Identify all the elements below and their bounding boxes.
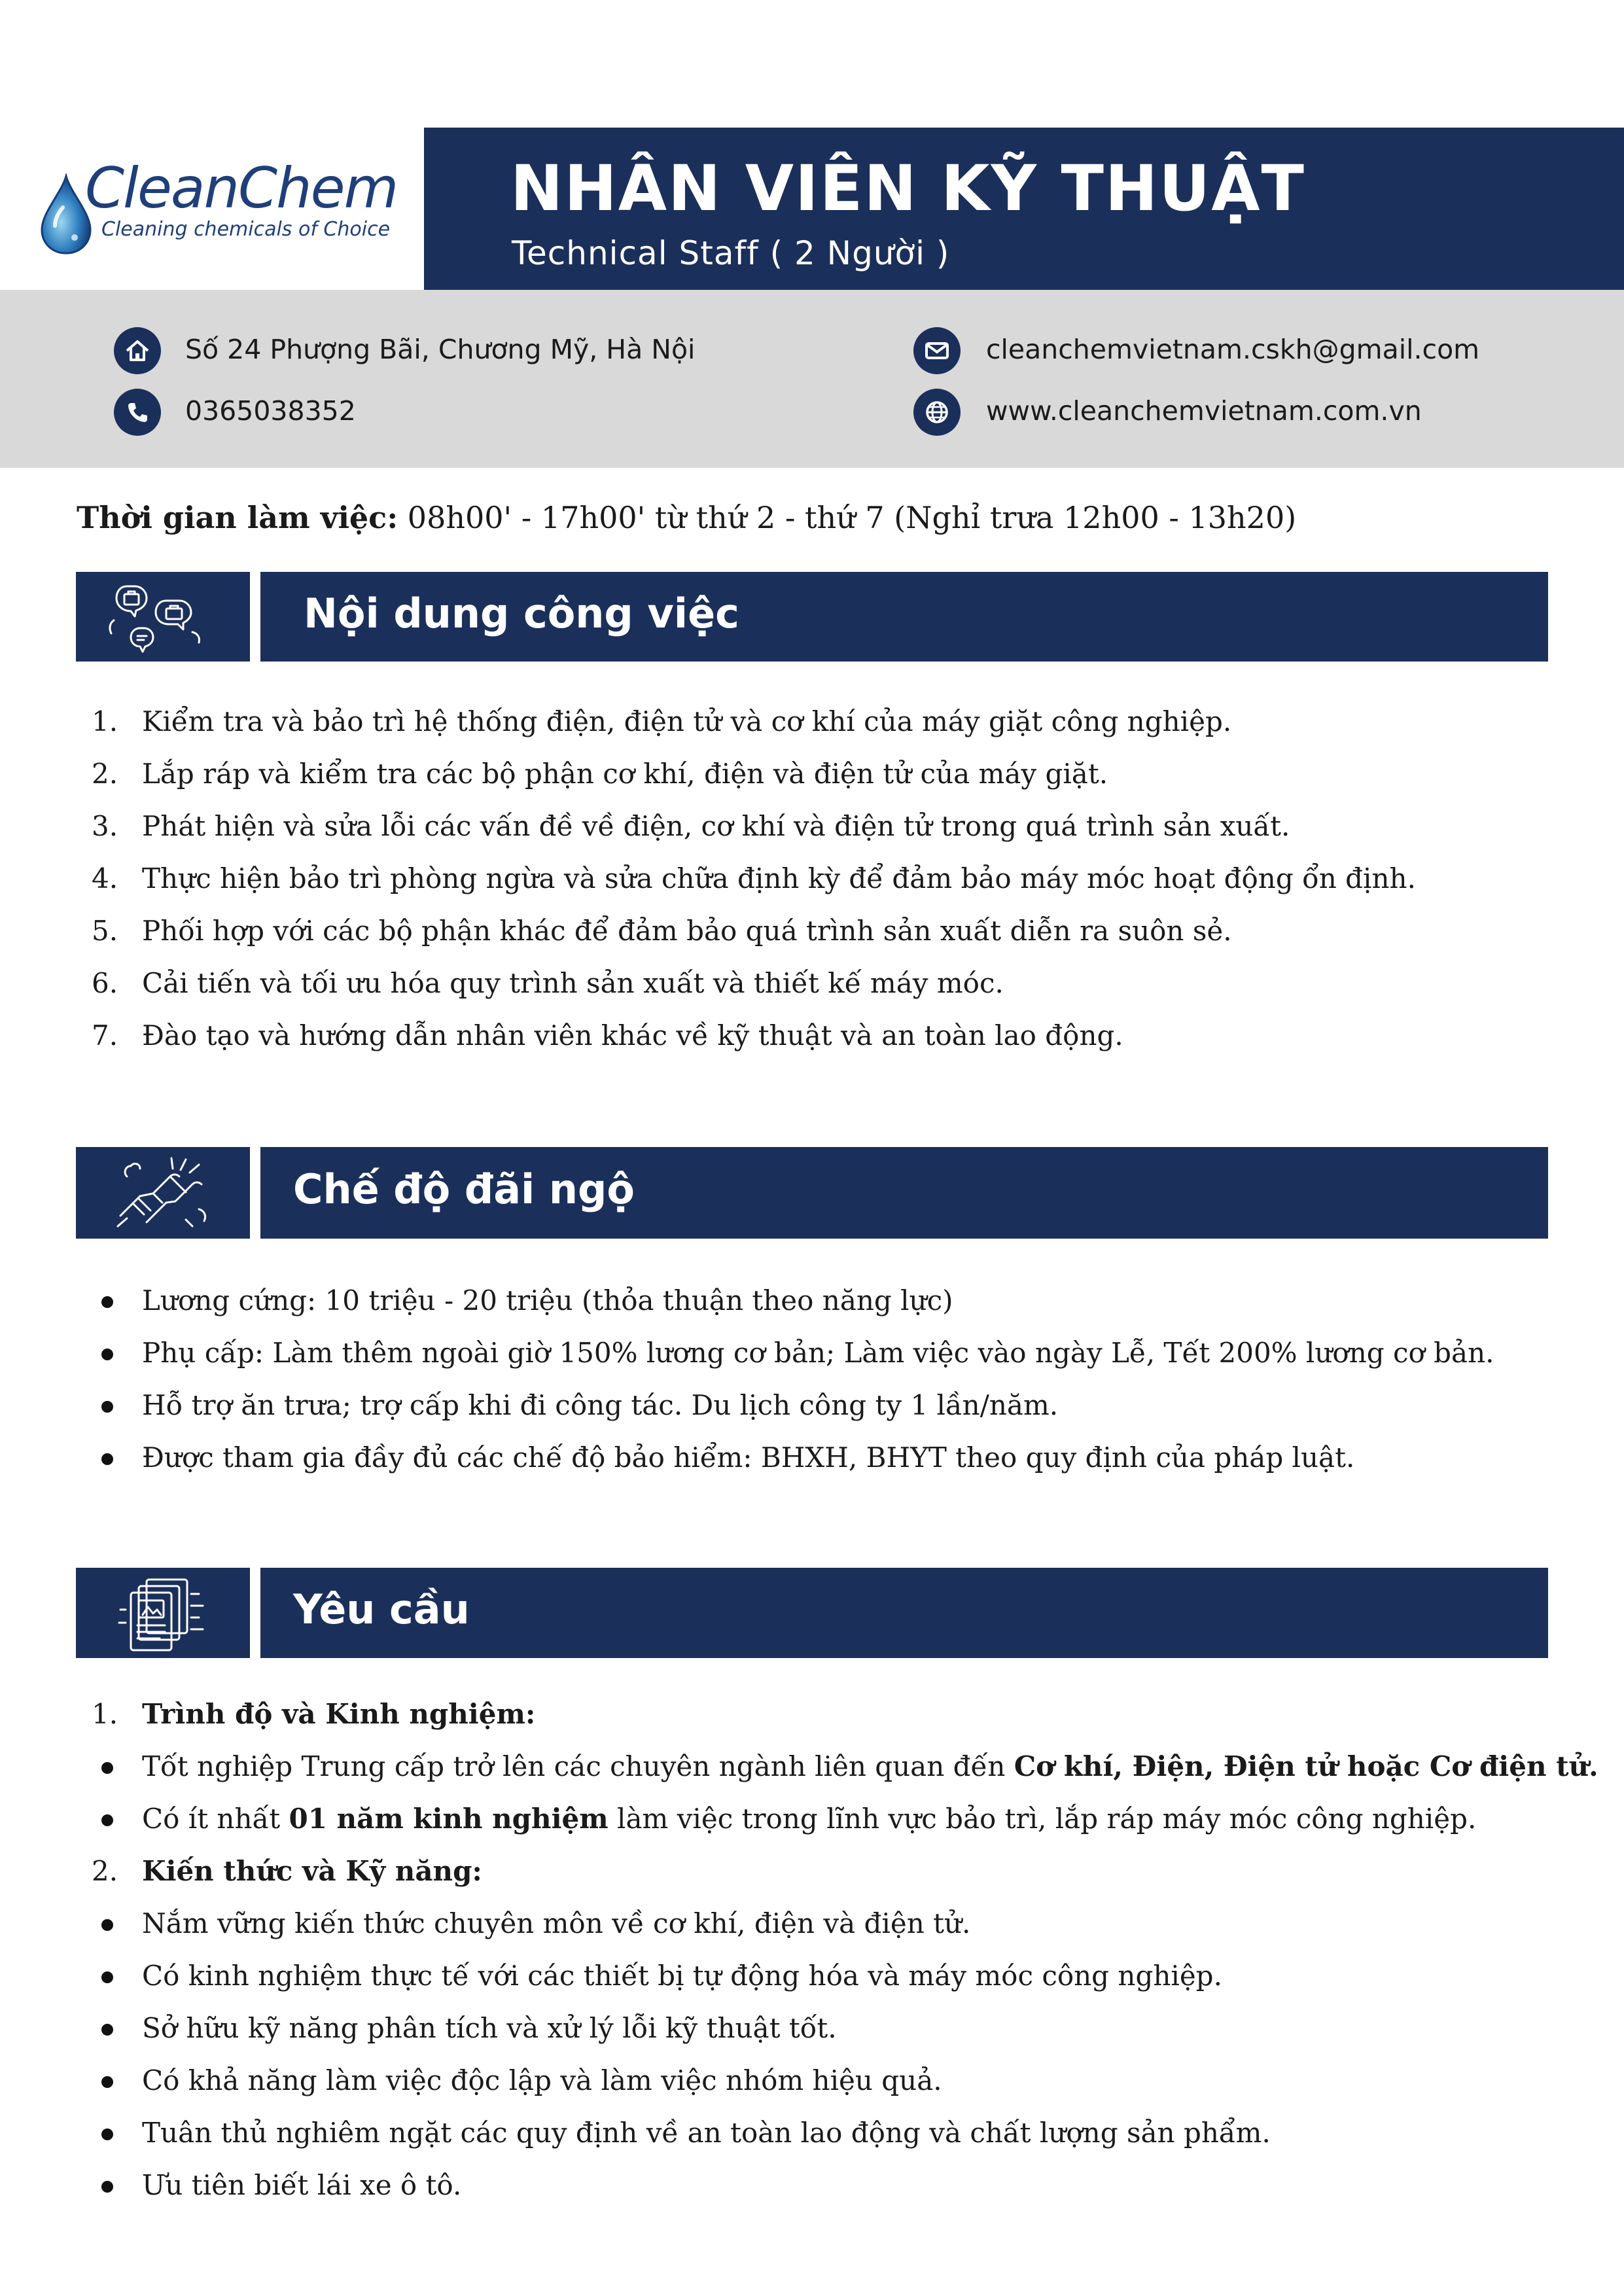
list-item: [92, 2159, 1564, 2212]
handshake-icon: [107, 1150, 219, 1235]
work-time-value: 08h00' - 17h00' từ thứ 2 - thứ 7 (Nghỉ trưa 12h00 - 13h20): [398, 500, 1297, 535]
list-item: [92, 1275, 1564, 1327]
list-number: 7.: [92, 1019, 118, 1051]
company-name: CleanChem: [85, 156, 398, 221]
list-item: [92, 696, 1564, 748]
list-item: [92, 1688, 1564, 1740]
list-item: [92, 1327, 1564, 1379]
bullet: [101, 1919, 113, 1931]
bullet: [101, 1349, 113, 1360]
work-time: [77, 500, 1296, 535]
list-item: [92, 1950, 1564, 2002]
benefits-icon-box: [76, 1147, 250, 1239]
list-text: làm việc trong lĩnh vực bảo trì, lắp ráp máy móc công nghiệp.: [608, 1803, 1477, 1835]
list-item: [92, 2055, 1564, 2107]
contact-bar: [0, 290, 1624, 468]
list-number: 5.: [92, 915, 118, 947]
list-text-bold: Cơ khí, Điện, Điện tử hoặc Cơ điện tử.: [1014, 1750, 1598, 1782]
bullet: [101, 1401, 113, 1413]
list-number: 1.: [92, 1698, 118, 1730]
bullet: [101, 1453, 113, 1465]
list-number: 2.: [92, 758, 118, 790]
list-item: [92, 1898, 1564, 1950]
bullet: [101, 1814, 113, 1826]
company-tagline: Cleaning chemicals of Choice: [101, 218, 391, 241]
list-text: Phụ cấp: Làm thêm ngoài giờ 150% lương cơ bản; Làm việc vào ngày Lễ, Tết 200% lương cơ bản.: [142, 1337, 1494, 1369]
bullet: [101, 2128, 113, 2140]
list-text: Phát hiện và sửa lỗi các vấn đề về điện, cơ khí và điện tử trong quá trình sản xuất.: [142, 810, 1290, 842]
group-heading: Trình độ và Kinh nghiệm:: [142, 1698, 536, 1730]
list-item: [92, 2002, 1564, 2055]
mail-icon: [913, 327, 961, 374]
list-item: [92, 748, 1564, 800]
list-text: Tuân thủ nghiêm ngặt các quy định về an toàn lao động và chất lượng sản phẩm.: [142, 2117, 1271, 2149]
list-item: [92, 1740, 1598, 1793]
list-number: 3.: [92, 810, 118, 842]
list-item: [92, 800, 1564, 853]
list-text: Phối hợp với các bộ phận khác để đảm bảo quá trình sản xuất diễn ra suôn sẻ.: [142, 915, 1232, 947]
globe-icon: [913, 389, 961, 436]
job-subtitle: Technical Staff ( 2 Người ): [512, 234, 950, 272]
list-text: Kiểm tra và bảo trì hệ thống điện, điện tử và cơ khí của máy giặt công nghiệp.: [142, 705, 1232, 737]
list-item: [92, 1793, 1564, 1845]
website-text[interactable]: www.cleanchemvietnam.com.vn: [986, 395, 1422, 427]
list-number: 4.: [92, 862, 118, 894]
list-item: [92, 853, 1564, 905]
list-text: Lương cứng: 10 triệu - 20 triệu (thỏa thuận theo năng lực): [142, 1284, 953, 1316]
list-item: [92, 905, 1564, 957]
list-text: Tốt nghiệp Trung cấp trở lên các chuyên ngành liên quan đến: [142, 1750, 1014, 1782]
benefits-header: [260, 1147, 1548, 1239]
list-text: Cải tiến và tối ưu hóa quy trình sản xuất và thiết kế máy móc.: [142, 967, 1004, 999]
list-item: [92, 1432, 1564, 1484]
work-time-label: Thời gian làm việc:: [77, 500, 398, 535]
list-text: Có khả năng làm việc độc lập và làm việc nhóm hiệu quả.: [142, 2064, 942, 2096]
requirements-header: [260, 1568, 1548, 1658]
bullet: [101, 2024, 113, 2036]
list-item: [92, 1845, 1564, 1898]
document-checklist-icon: [107, 1570, 219, 1655]
bullet: [101, 2181, 113, 2193]
email-text[interactable]: cleanchemvietnam.cskh@gmail.com: [986, 334, 1480, 365]
list-item: [92, 2107, 1564, 2159]
bullet: [101, 1762, 113, 1774]
job-title: NHÂN VIÊN KỸ THUẬT: [510, 152, 1305, 225]
list-text: Đào tạo và hướng dẫn nhân viên khác về kỹ thuật và an toàn lao động.: [142, 1019, 1123, 1051]
benefits-title: Chế độ đãi ngộ: [293, 1165, 635, 1213]
list-item: [92, 1379, 1564, 1432]
bullet: [101, 1296, 113, 1308]
address-text: Số 24 Phượng Bãi, Chương Mỹ, Hà Nội: [185, 334, 696, 365]
list-number: 1.: [92, 705, 118, 737]
list-text-bold: 01 năm kinh nghiệm: [289, 1803, 609, 1835]
requirements-icon-box: [76, 1568, 250, 1658]
list-text: Ưu tiên biết lái xe ô tô.: [142, 2169, 462, 2201]
job-duties-list: [92, 696, 1564, 1062]
phone-icon: [114, 389, 161, 436]
list-text: Có kinh nghiệm thực tế với các thiết bị tự động hóa và máy móc công nghiệp.: [142, 1960, 1222, 1992]
list-text: Thực hiện bảo trì phòng ngừa và sửa chữa định kỳ để đảm bảo máy móc hoạt động ổn định.: [142, 862, 1416, 894]
list-number: 2.: [92, 1855, 118, 1887]
requirements-list: [92, 1688, 1598, 2212]
list-text: Được tham gia đầy đủ các chế độ bảo hiểm: BHXH, BHYT theo quy định của pháp luật.: [142, 1441, 1355, 1474]
list-item: [92, 957, 1564, 1010]
list-text: Sở hữu kỹ năng phân tích và xử lý lỗi kỹ thuật tốt.: [142, 2012, 837, 2044]
group-heading: Kiến thức và Kỹ năng:: [142, 1855, 482, 1887]
list-text: Nắm vững kiến thức chuyên môn về cơ khí, điện và điện tử.: [142, 1907, 971, 1939]
list-text: Lắp ráp và kiểm tra các bộ phận cơ khí, điện và điện tử của máy giặt.: [142, 758, 1108, 790]
list-number: 6.: [92, 967, 118, 999]
briefcase-chat-icon: [101, 574, 225, 660]
list-text: Hỗ trợ ăn trưa; trợ cấp khi đi công tác. Du lịch công ty 1 lần/năm.: [142, 1389, 1059, 1421]
phone-text: 0365038352: [185, 395, 356, 427]
home-icon: [114, 327, 161, 374]
job-duties-header: [260, 572, 1548, 662]
bullet: [101, 2076, 113, 2088]
list-item: [92, 1010, 1564, 1062]
requirements-title: Yêu cầu: [293, 1585, 470, 1633]
job-duties-icon-box: [76, 572, 250, 662]
bullet: [101, 1971, 113, 1983]
job-duties-title: Nội dung công việc: [304, 590, 739, 637]
list-text: Có ít nhất: [142, 1803, 289, 1835]
benefits-list: [92, 1275, 1564, 1484]
